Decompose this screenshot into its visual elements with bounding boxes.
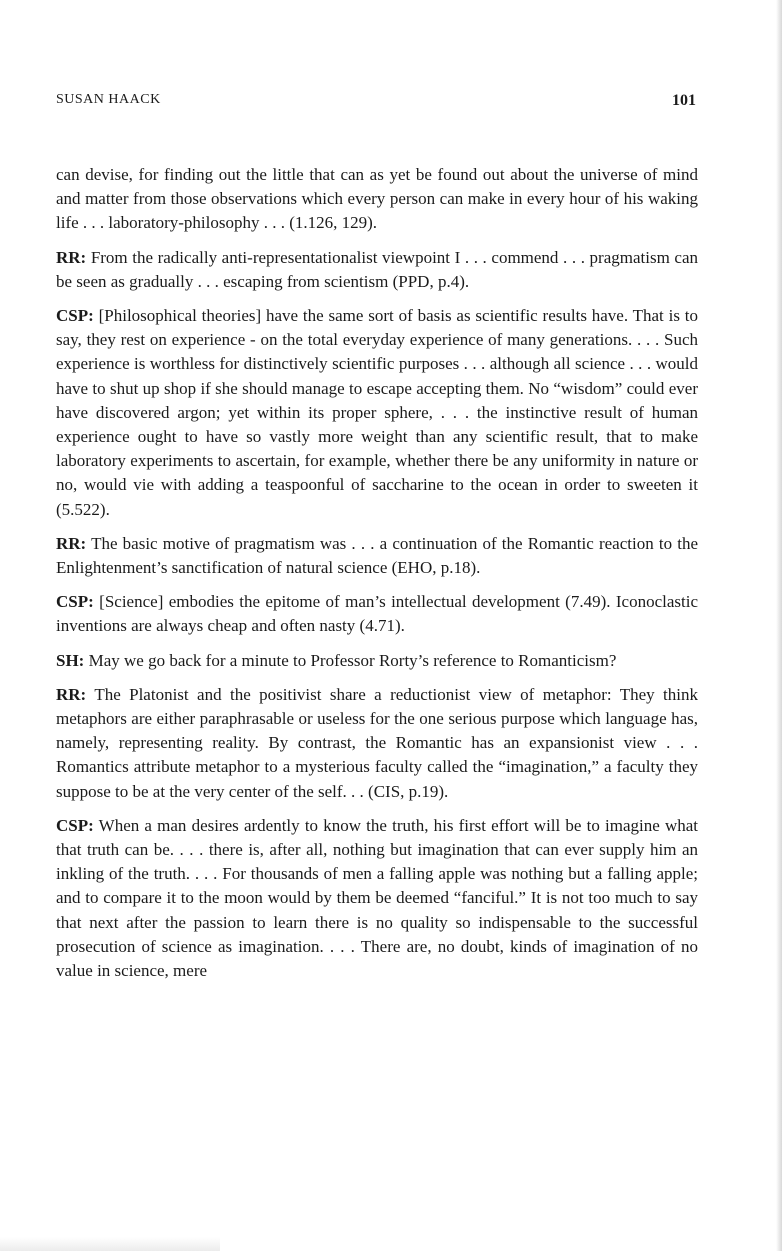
speaker-label: RR:	[56, 533, 87, 553]
paragraph-text: The Platonist and the positivist share a reductionist view of metaphor: They think metaphors are either paraphrasable or useless for the one serious purpose which language has, namely, representing reality. By contrast, the Romantic has an expansionist view . . . Romantics attribute metaphor to a mysterious faculty called the “imagination,” a faculty they suppose to be at the very center of the self. . . (CIS, p.19).	[56, 684, 698, 801]
dialogue-paragraph-csp	[56, 590, 698, 638]
paragraph-text: When a man desires ardently to know the truth, his first effort will be to imagine what that truth can be. . . . there is, after all, nothing but imagination that can ever supply him an inkling of the truth. . . . For thousands of men a falling apple was nothing but a falling apple; and to compare it to the moon would by them be deemed “fanciful.” It is not too much to say that next after the passion to learn there is no quality so indispensable to the successful prosecution of science as imagination. . . . There are, no doubt, kinds of imagination of no value in science, mere	[56, 815, 699, 981]
paragraph-continuation	[56, 163, 698, 236]
speaker-label: CSP:	[56, 306, 94, 326]
running-head: SUSAN HAACK	[56, 92, 161, 107]
body-text	[56, 163, 698, 993]
page-number: 101	[672, 92, 696, 109]
speaker-label: RR:	[56, 247, 87, 267]
paragraph-text: From the radically anti-representationalist viewpoint I . . . commend . . . pragmatism can be seen as gradually . . . escaping from scientism (PPD, p.4).	[56, 247, 698, 291]
speaker-label: SH:	[56, 650, 85, 670]
dialogue-paragraph-rr	[56, 246, 698, 294]
paragraph-text: May we go back for a minute to Professor Rorty’s reference to Romanticism?	[88, 650, 617, 670]
paragraph-text: The basic motive of pragmatism was . . . a continuation of the Romantic reaction to the Enlightenment’s sanctification of natural science (EHO, p.18).	[56, 533, 698, 578]
paragraph-text: [Philosophical theories] have the same sort of basis as scientific results have. That is to say, they rest on experience - on the total everyday experience of many generations. . . . Such experience is worthless for distinctively scientific purposes . . . although all science . . . would have to shut up shop if she should manage to escape accepting them. No “wisdom” could ever have discovered argon; yet within its proper sphere, . . . the instinctive result of human experience ought to have so vastly more weight than any scientific result, that to make laboratory experiments to ascertain, for example, whether there be any uniformity in nature or no, would vie with adding a teaspoonful of saccharine to the ocean in order to sweeten it (5.522).	[56, 306, 699, 519]
dialogue-paragraph-csp	[56, 304, 698, 522]
speaker-label: CSP:	[56, 592, 94, 612]
page-header	[56, 92, 696, 112]
page-bottom-shadow	[0, 1237, 220, 1251]
dialogue-paragraph-csp	[56, 814, 698, 983]
dialogue-paragraph-rr	[56, 683, 698, 804]
dialogue-paragraph-sh	[56, 649, 698, 673]
page-edge-shadow	[776, 0, 782, 1251]
paragraph-text: [Science] embodies the epitome of man’s intellectual development (7.49). Iconoclastic inventions are always cheap and often nasty (4.71).	[56, 592, 698, 636]
speaker-label: CSP:	[56, 815, 94, 835]
dialogue-paragraph-rr	[56, 532, 698, 580]
paragraph-text: can devise, for finding out the little that can as yet be found out about the universe of mind and matter from those observations which every person can make in every hour of his waking life . . . laboratory-philosophy . . . (1.126, 129).	[56, 165, 698, 233]
speaker-label: RR:	[56, 684, 87, 704]
